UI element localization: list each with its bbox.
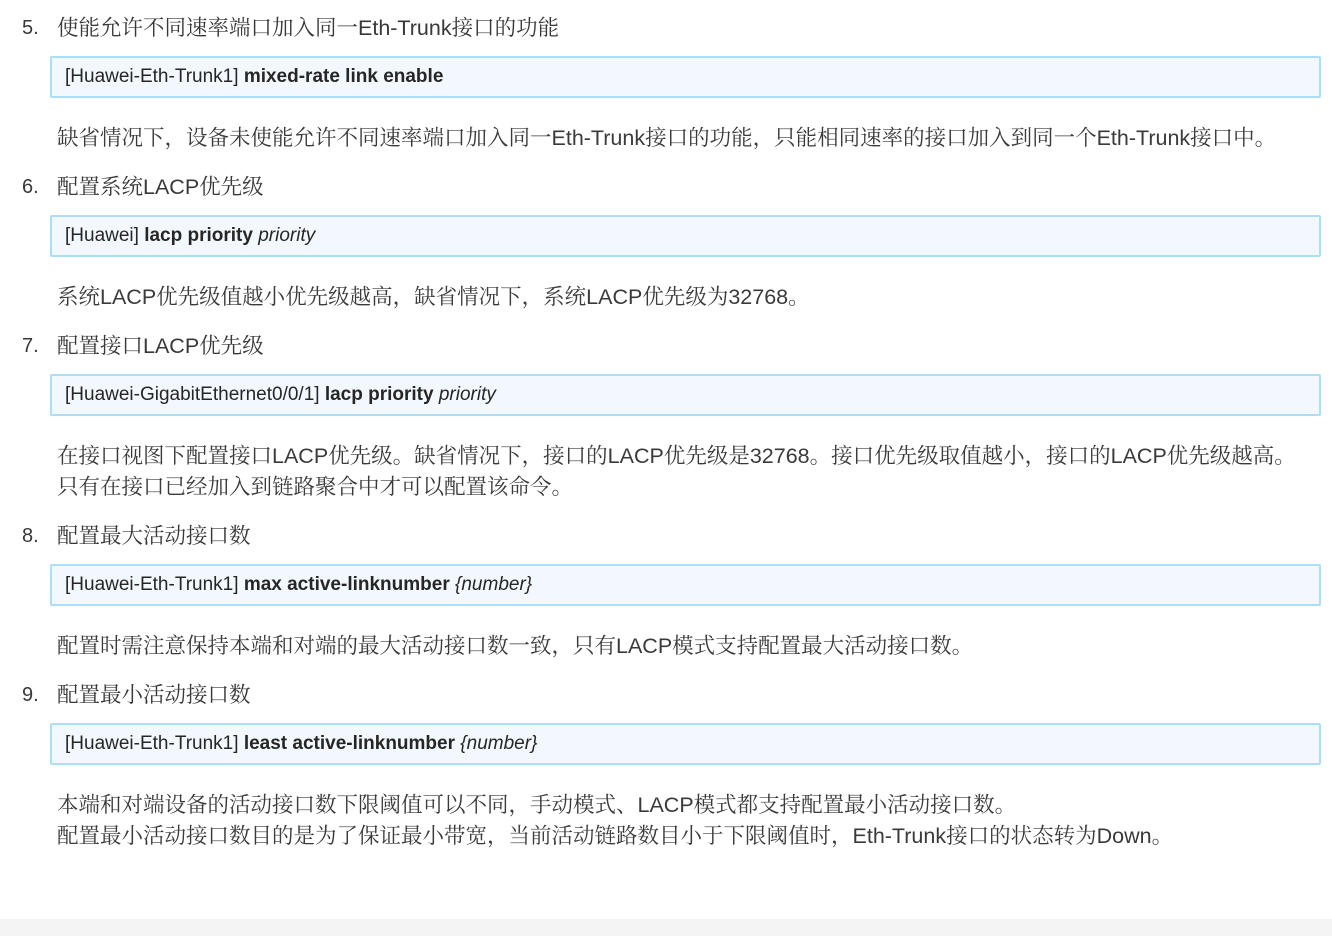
list-number: 7. (22, 335, 39, 357)
command-keyword: mixed-rate link enable (243, 66, 444, 87)
command-box (50, 215, 1321, 257)
description-paragraph: 本端和对端设备的活动接口数下限阈值可以不同，手动模式、LACP模式都支持配置最小活动接口数。 (57, 793, 1017, 817)
command-param: priority (433, 384, 496, 405)
description-paragraph: 系统LACP优先级值越小优先级越高，缺省情况下，系统LACP优先级为32768。 (57, 285, 810, 309)
section-title: 配置系统LACP优先级 (57, 175, 264, 199)
command-box (50, 564, 1321, 606)
section-title: 使能允许不同速率端口加入同一Eth-Trunk接口的功能 (57, 16, 560, 40)
list-item-5 (0, 15, 1332, 154)
command-context: [Huawei-Eth-Trunk1] (65, 574, 244, 595)
description-paragraph: 只有在接口已经加入到链路聚合中才可以配置该命令。 (57, 475, 574, 499)
section-heading-row (0, 523, 1332, 549)
command-box (50, 723, 1321, 765)
description-paragraph: 在接口视图下配置接口LACP优先级。缺省情况下，接口的LACP优先级是32768。接口优先级取值越小，接口的LACP优先级越高。 (57, 444, 1296, 468)
command-box (50, 374, 1321, 416)
list-item-7 (0, 333, 1332, 503)
list-item-9 (0, 682, 1332, 852)
list-number: 8. (22, 525, 39, 547)
section-title: 配置接口LACP优先级 (57, 334, 264, 358)
command-keyword: least active-linknumber (243, 733, 456, 754)
description-paragraph: 配置最小活动接口数目的是为了保证最小带宽，当前活动链路数目小于下限阈值时，Eth-Trunk接口的状态转为Down。 (57, 824, 1174, 848)
command-context: [Huawei-Eth-Trunk1] (65, 733, 244, 754)
description-paragraph: 配置时需注意保持本端和对端的最大活动接口数一致，只有LACP模式支持配置最大活动接口数。 (57, 634, 974, 658)
command-keyword: lacp priority (144, 225, 253, 246)
page-bottom-strip (0, 919, 1332, 936)
command-param: {number} (449, 574, 533, 595)
command-context: [Huawei] (65, 225, 145, 246)
command-context: [Huawei-GigabitEthernet0/0/1] (65, 384, 325, 405)
list-number: 6. (22, 176, 39, 198)
list-item-6 (0, 174, 1332, 313)
description-paragraph: 缺省情况下，设备未使能允许不同速率端口加入同一Eth-Trunk接口的功能，只能相同速率的接口加入到同一个Eth-Trunk接口中。 (57, 126, 1277, 150)
section-heading-row (0, 174, 1332, 200)
command-param: priority (252, 225, 316, 246)
list-item-8 (0, 523, 1332, 662)
list-number: 5. (22, 17, 39, 39)
list-number: 9. (22, 684, 39, 706)
section-title: 配置最大活动接口数 (57, 524, 251, 548)
command-context: [Huawei-Eth-Trunk1] (65, 66, 244, 87)
command-keyword: max active-linknumber (243, 574, 450, 595)
section-heading-row (0, 682, 1332, 708)
section-heading-row (0, 333, 1332, 359)
section-title: 配置最小活动接口数 (57, 683, 251, 707)
section-heading-row (0, 15, 1332, 41)
command-box (50, 56, 1321, 98)
command-keyword: lacp priority (324, 384, 434, 405)
command-param: {number} (455, 733, 538, 754)
